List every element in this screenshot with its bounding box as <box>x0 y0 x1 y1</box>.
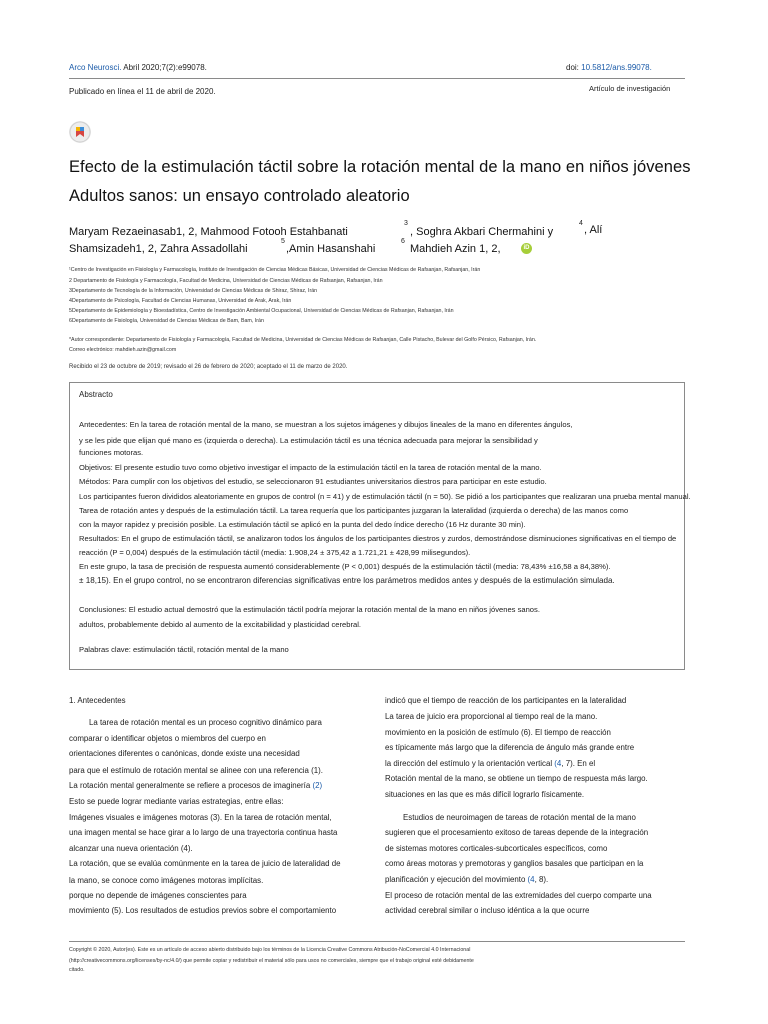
authors-line-2a: Shamsizadeh1, 2, Zahra Assadollahi <box>69 243 248 255</box>
authors-line-1b: , Soghra Akbari Chermahini y <box>410 226 554 238</box>
author-sup-3: 3 <box>404 220 408 227</box>
crossmark-logo[interactable] <box>69 121 91 143</box>
body-line: la mano, se conoce como imágenes motoras implícitas. <box>69 876 264 885</box>
body-line-text: la dirección del estímulo y la orientación vertical <box>385 759 555 768</box>
article-dates: Recibido el 23 de octubre de 2019; revisado el 26 de febrero de 2020; aceptado el 11 de marzo de 2020. <box>69 364 348 370</box>
authors-line-1a: Maryam Rezaeinasab1, 2, Mahmood Fotooh Estahbanati <box>69 226 348 238</box>
citation-text: Abril 2020;7(2):e99078. <box>121 63 207 72</box>
article-title-line-1: Efecto de la estimulación táctil sobre la rotación mental de la mano en niños jóvenes <box>69 158 691 176</box>
doi-label: doi: <box>566 63 582 72</box>
crossmark-icon <box>69 121 91 143</box>
authors-line-2b: ,Amin Hasanshahi <box>286 243 376 255</box>
body-line: como áreas motoras y premotoras y ganglios basales que participan en la <box>385 859 644 868</box>
reference-link[interactable]: (4 <box>527 875 535 884</box>
body-line <box>385 759 595 768</box>
journal-link[interactable]: Arco Neurosci. <box>69 63 122 72</box>
body-line-text: , 8). <box>534 875 549 884</box>
footer-license-line-3: citado. <box>69 967 85 973</box>
body-line: actividad cerebral similar o incluso idéntica a la que ocurre <box>385 906 590 915</box>
body-line-text: La rotación mental generalmente se refiere a procesos de imaginería <box>69 781 313 790</box>
abstract-line: Resultados: En el grupo de estimulación táctil, se analizaron todos los ángulos de los participantes diestros y zurdos, demostrándose disminuciones significativas en el tiempo de <box>79 534 677 543</box>
body-line: movimiento en la posición de estímulo (6). El tiempo de reacción <box>385 728 611 737</box>
abstract-line: Objetivos: El presente estudio tuvo como objetivo investigar el impacto de la estimulación táctil en la tarea de rotación mental de la mano. <box>79 463 542 472</box>
doi-link[interactable]: 10.5812/ans.99078. <box>581 63 652 72</box>
body-line <box>69 781 322 790</box>
body-line: La tarea de juicio era proporcional al tiempo real de la mano. <box>385 712 598 721</box>
body-line: para que el estímulo de rotación mental se alinee con una referencia (1). <box>69 766 323 775</box>
author-sup-4: 4 <box>579 220 583 227</box>
body-line: La rotación, que se evalúa comúnmente en la tarea de juicio de lateralidad de <box>69 859 341 868</box>
article-type: Artículo de investigación <box>589 84 671 93</box>
body-line-text: , 7). En el <box>561 759 596 768</box>
footer-license-line-1: Copyright © 2020, Autor(es). Este es un artículo de acceso abierto distribuido bajo los términos de la Licencia Creative Commons Atribución-NoComercial 4.0 Internacional <box>69 947 471 953</box>
abstract-line: funciones motoras. <box>79 448 144 457</box>
orcid-icon[interactable]: iD <box>521 243 532 254</box>
body-line: movimiento (5). Los resultados de estudios previos sobre el comportamiento <box>69 906 337 915</box>
body-line: Rotación mental de la mano, se obtiene un tiempo de respuesta más largo. <box>385 774 648 783</box>
body-line: de sistemas motores corticales-subcorticales específicos, como <box>385 844 608 853</box>
body-line: El proceso de rotación mental de las extremidades del cuerpo comparte una <box>385 891 652 900</box>
body-line: situaciones en las que es más difícil lograrlo físicamente. <box>385 790 585 799</box>
affiliation-3: 3Departamento de Tecnología de la Información, Universidad de Ciencias Médicas de Shiraz, Shiraz, Irán <box>69 288 318 294</box>
abstract-line: reacción (P = 0,004) después de la estimulación táctil (media: 1.908,24 ± 375,42 a 1.721,21 ± 428,99 milisegundos). <box>79 548 471 557</box>
affiliation-2: 2 Departamento de Fisiología y Farmacología, Facultad de Medicina, Universidad de Ciencias Médicas de Rafsanjan, Rafsanjan, Irán <box>69 278 383 284</box>
abstract-line: Conclusiones: El estudio actual demostró que la estimulación táctil podría mejorar la rotación mental de la mano en niños jóvenes sanos. <box>79 605 540 614</box>
author-sup-6: 6 <box>401 238 405 245</box>
affiliation-4: 4Departamento de Psicología, Facultad de Ciencias Humanas, Universidad de Arak, Arak, Irán <box>69 298 292 304</box>
corresponding-email: Correo electrónico: mahdieh.azin@gmail.com <box>69 347 177 353</box>
citation <box>69 63 207 72</box>
abstract-line: Los participantes fueron divididos aleatoriamente en grupos de control (n = 41) y de estimulación táctil (n = 50). Se pidió a los participantes que realizaran una prueba mental manual. <box>79 492 691 501</box>
abstract-line: adultos, probablemente debido al aumento de la excitabilidad y plasticidad cerebral. <box>79 620 361 629</box>
body-line: comparar o identificar objetos o miembros del cuerpo en <box>69 734 266 743</box>
body-line: sugieren que el procesamiento exitoso de tareas depende de la integración <box>385 828 649 837</box>
affiliation-6: 6Departamento de Fisiología, Universidad de Ciencias Médicas de Bam, Bam, Irán <box>69 318 264 324</box>
body-line: La tarea de rotación mental es un proceso cognitivo dinámico para <box>89 718 322 727</box>
abstract-line: con la mayor rapidez y precisión posible. La estimulación táctil se aplicó en la punta del dedo índice derecho (16 Hz durante 30 min). <box>79 520 526 529</box>
body-line: una imagen mental se hace girar a lo largo de una trayectoria continua hasta <box>69 828 338 837</box>
affiliation-1: ¹Centro de Investigación en Fisiología y Farmacología, Instituto de Investigación de Ciencias Médicas Básicas, Universidad de Ciencias Médicas de Rafsanjan, Rafsanjan, Irán <box>69 267 481 273</box>
abstract-keywords: Palabras clave: estimulación táctil, rotación mental de la mano <box>79 645 289 654</box>
body-line: Estudios de neuroimagen de tareas de rotación mental de la mano <box>403 813 636 822</box>
body-line: es típicamente más largo que la diferencia de ángulo más grande entre <box>385 743 635 752</box>
abstract-heading: Abstracto <box>79 390 113 399</box>
body-line-text: planificación y ejecución del movimiento <box>385 875 528 884</box>
body-line <box>385 875 548 884</box>
footer-license-line-2: (http://creativecommons.org/licenses/by-nc/4.0/) que permite copiar y redistribuir el material sólo para usos no comerciales, siempre que el trabajo original esté debidamente <box>69 958 474 964</box>
affiliation-5: 5Departamento de Epidemiología y Bioestadística, Centro de Investigación Ambiental Ocupacional, Universidad de Ciencias Médicas de Rafsanjan, Rafsanjan, Irán <box>69 308 454 314</box>
abstract-line: y se les pide que elijan qué mano es (izquierda o derecha). La estimulación táctil es una técnica adecuada para mejorar la sensibilidad y <box>79 436 538 445</box>
reference-link[interactable]: (2) <box>312 781 323 790</box>
authors-line-1c: , Alí <box>584 224 603 236</box>
body-line: Esto se puede lograr mediante varias estrategias, entre ellas: <box>69 797 284 806</box>
body-line: alcanzar una nueva orientación (4). <box>69 844 193 853</box>
footer-divider <box>69 941 685 942</box>
abstract-line: Métodos: Para cumplir con los objetivos del estudio, se seleccionaron 91 estudiantes universitarios diestros para participar en este estudio. <box>79 477 547 486</box>
body-line: porque no depende de imágenes conscientes para <box>69 891 247 900</box>
abstract-line: Antecedentes: En la tarea de rotación mental de la mano, se muestran a los sujetos imágenes y dibujos lineales de la mano en diferentes ángulos, <box>79 420 573 429</box>
abstract-line: En este grupo, la tasa de precisión de respuesta aumentó considerablemente (P < 0,001) después de la estimulación táctil (media: 78,43% ±16,58 a 84,38%). <box>79 562 611 571</box>
author-sup-5: 5 <box>281 238 285 245</box>
corresponding-author: *Autor correspondiente: Departamento de Fisiología y Farmacología, Facultad de Medicina, Universidad de Ciencias Médicas de Rafsanjan, Calle Pistacho, Bulevar del Golfo Pérsico, Rafsanjan, Irán. <box>69 337 537 343</box>
section-heading: 1. Antecedentes <box>69 696 126 705</box>
published-date: Publicado en línea el 11 de abril de 2020. <box>69 87 216 96</box>
doi <box>566 63 652 72</box>
authors-line-2c: Mahdieh Azin 1, 2, <box>410 243 501 255</box>
header-divider <box>69 78 685 79</box>
abstract-line: ± 18,15). En el grupo control, no se encontraron diferencias significativas entre los parámetros medidos antes y después de la estimulación simulada. <box>79 576 615 585</box>
article-title-line-2: Adultos sanos: un ensayo controlado aleatorio <box>69 187 410 205</box>
body-line: orientaciones diferentes o canónicas, donde existe una necesidad <box>69 749 300 758</box>
body-line: indicó que el tiempo de reacción de los participantes en la lateralidad <box>385 696 627 705</box>
reference-link[interactable]: (4 <box>554 759 562 768</box>
body-line: Imágenes visuales e imágenes motoras (3). En la tarea de rotación mental, <box>69 813 332 822</box>
abstract-line: Tarea de rotación antes y después de la estimulación táctil. La tarea requería que los participantes juzgaran la lateralidad (izquierda o derecha) de las manos como <box>79 506 629 515</box>
